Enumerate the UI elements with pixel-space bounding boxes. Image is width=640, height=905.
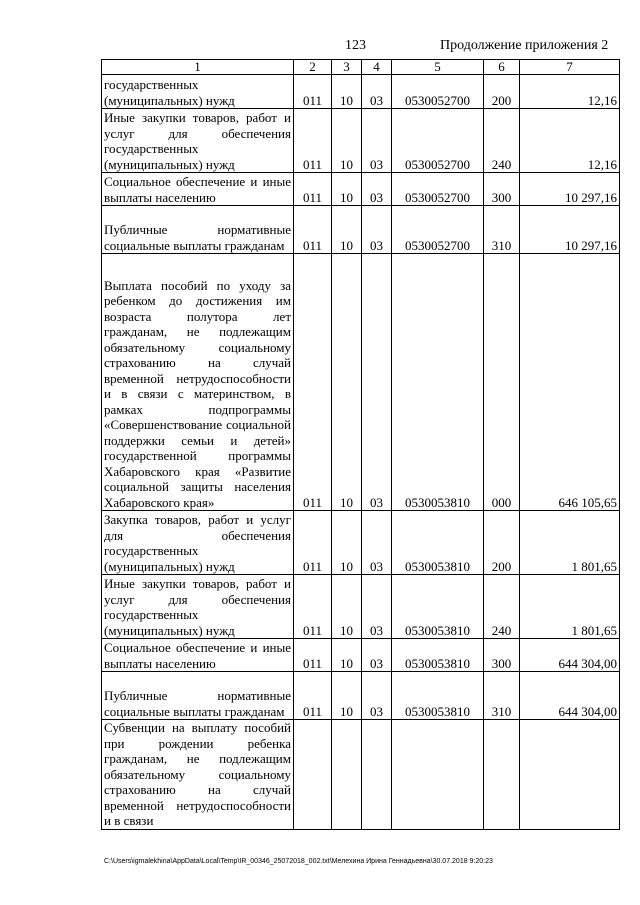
table-row [102, 672, 620, 720]
column-header: 4 [362, 60, 392, 75]
row-amount: 1 801,65 [520, 511, 620, 575]
row-code-subsection: 03 [362, 672, 392, 720]
row-code-subsection: 03 [362, 511, 392, 575]
row-code-expense-type [484, 720, 520, 830]
column-header: 5 [392, 60, 484, 75]
row-code-target [392, 720, 484, 830]
row-code-target: 0530052700 [392, 75, 484, 109]
row-amount: 644 304,00 [520, 672, 620, 720]
row-code-admin: 011 [294, 254, 332, 511]
row-code-admin: 011 [294, 575, 332, 639]
table-row [102, 109, 620, 173]
table-row [102, 575, 620, 639]
row-code-target: 0530053810 [392, 254, 484, 511]
table-row [102, 173, 620, 206]
row-code-subsection: 03 [362, 254, 392, 511]
row-code-admin: 011 [294, 109, 332, 173]
row-description: Публичные нормативные социальные выплаты гражданам [102, 672, 294, 720]
row-code-target: 0530052700 [392, 206, 484, 254]
table-row [102, 639, 620, 672]
row-code-expense-type: 200 [484, 75, 520, 109]
row-code-subsection: 03 [362, 575, 392, 639]
row-amount [520, 720, 620, 830]
row-code-section: 10 [332, 75, 362, 109]
table-row [102, 511, 620, 575]
row-code-admin: 011 [294, 639, 332, 672]
row-description: Закупка товаров, работ и услуг для обеспечения государственных (муниципальных) нужд [102, 511, 294, 575]
row-code-section: 10 [332, 575, 362, 639]
row-code-target: 0530053810 [392, 672, 484, 720]
row-code-expense-type: 200 [484, 511, 520, 575]
row-description: Публичные нормативные социальные выплаты гражданам [102, 206, 294, 254]
column-header: 2 [294, 60, 332, 75]
row-code-target: 0530053810 [392, 575, 484, 639]
row-code-subsection: 03 [362, 206, 392, 254]
row-code-expense-type: 240 [484, 109, 520, 173]
row-code-expense-type: 000 [484, 254, 520, 511]
table-header-row [102, 60, 620, 75]
row-code-section [332, 720, 362, 830]
column-header: 3 [332, 60, 362, 75]
row-code-section: 10 [332, 254, 362, 511]
row-description: государственных (муниципальных) нужд [102, 75, 294, 109]
row-amount: 644 304,00 [520, 639, 620, 672]
row-code-target: 0530052700 [392, 109, 484, 173]
row-description: Социальное обеспечение и иные выплаты населению [102, 639, 294, 672]
row-code-expense-type: 300 [484, 639, 520, 672]
table-row [102, 254, 620, 511]
row-code-subsection: 03 [362, 75, 392, 109]
row-code-section: 10 [332, 511, 362, 575]
row-amount: 1 801,65 [520, 575, 620, 639]
row-code-section: 10 [332, 109, 362, 173]
page-number: 123 [345, 38, 366, 53]
row-amount: 12,16 [520, 75, 620, 109]
row-code-admin: 011 [294, 511, 332, 575]
row-code-target: 0530052700 [392, 173, 484, 206]
column-header: 1 [102, 60, 294, 75]
row-code-target: 0530053810 [392, 511, 484, 575]
budget-table [101, 59, 620, 830]
row-code-section: 10 [332, 206, 362, 254]
row-description: Иные закупки товаров, работ и услуг для обеспечения государственных (муниципальных) нужд [102, 109, 294, 173]
table-row [102, 206, 620, 254]
row-code-subsection: 03 [362, 109, 392, 173]
row-code-section: 10 [332, 639, 362, 672]
row-code-expense-type: 310 [484, 672, 520, 720]
row-code-target: 0530053810 [392, 639, 484, 672]
footer-file-path: C:\Users\igmalekhina\AppData\Local\Temp\IR_00346_25072018_002.txt\Мелехина Ирина Геннадьевна\30.07.2018 9:20:23 [104, 858, 493, 865]
column-header: 6 [484, 60, 520, 75]
row-code-expense-type: 310 [484, 206, 520, 254]
row-code-subsection: 03 [362, 173, 392, 206]
row-code-subsection [362, 720, 392, 830]
row-amount: 10 297,16 [520, 206, 620, 254]
row-code-admin: 011 [294, 173, 332, 206]
row-code-admin: 011 [294, 75, 332, 109]
row-code-expense-type: 240 [484, 575, 520, 639]
row-code-admin: 011 [294, 672, 332, 720]
row-amount: 646 105,65 [520, 254, 620, 511]
continuation-label: Продолжение приложения 2 [440, 38, 609, 53]
table-row [102, 720, 620, 830]
row-code-section: 10 [332, 672, 362, 720]
table-row [102, 75, 620, 109]
row-code-subsection: 03 [362, 639, 392, 672]
row-description: Субвенции на выплату пособий при рождении ребенка гражданам, не подлежащим обязательному социальному страхованию на случай временной нетрудоспособности и в связи [102, 720, 294, 830]
column-header: 7 [520, 60, 620, 75]
row-code-section: 10 [332, 173, 362, 206]
row-description: Выплата пособий по уходу за ребенком до достижения им возраста полутора лет гражданам, не подлежащим обязательному социальному страхованию на случай временной нетрудоспособности и в связи с материнством, в рамках подпрограммы «Совершенствование социальной поддержки семьи и детей» государственной программы Хабаровского края «Развитие социальной защиты населения Хабаровского края» [102, 254, 294, 511]
row-code-admin [294, 720, 332, 830]
row-amount: 10 297,16 [520, 173, 620, 206]
row-code-expense-type: 300 [484, 173, 520, 206]
row-description: Социальное обеспечение и иные выплаты населению [102, 173, 294, 206]
row-code-admin: 011 [294, 206, 332, 254]
row-description: Иные закупки товаров, работ и услуг для обеспечения государственных (муниципальных) нужд [102, 575, 294, 639]
row-amount: 12,16 [520, 109, 620, 173]
